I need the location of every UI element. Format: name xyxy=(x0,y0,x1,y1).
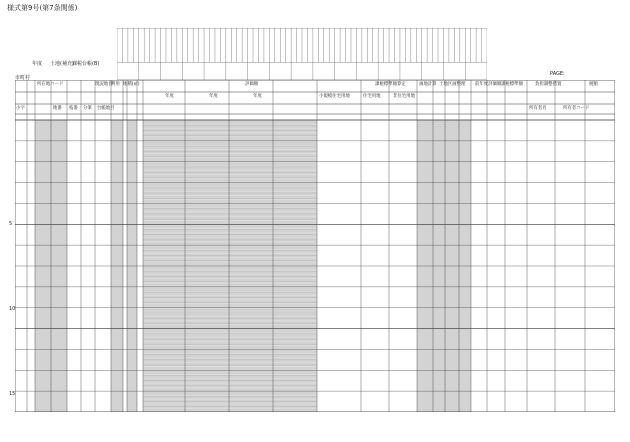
hatch-line xyxy=(143,208,317,209)
hatch-line xyxy=(143,320,317,321)
header-primary-2: 利用 xyxy=(111,82,120,87)
header-primary-1: 現況地目 xyxy=(95,82,113,87)
header-secondary-1: 住宅用地 xyxy=(363,94,381,99)
hatch-line xyxy=(143,253,317,254)
hatch-line xyxy=(143,174,317,175)
hatch-line xyxy=(143,199,317,200)
hatch-line xyxy=(143,345,317,346)
hatch-line xyxy=(143,374,317,375)
hatch-line xyxy=(143,241,317,242)
hatch-line xyxy=(143,387,317,388)
hatch-line xyxy=(143,187,317,188)
hatch-line xyxy=(143,291,317,292)
hatch-line xyxy=(143,333,317,334)
header-detail-5: 所有者名 xyxy=(529,106,547,111)
hatch-line xyxy=(143,408,317,409)
hatch-line xyxy=(143,128,317,129)
hatch-line xyxy=(143,153,317,154)
hatch-line xyxy=(143,258,317,259)
header-primary-4: 評価額 xyxy=(245,82,259,87)
header-detail-0: 小字 xyxy=(16,106,25,111)
hatch-line xyxy=(143,383,317,384)
hatch-line xyxy=(143,137,317,138)
hatch-line xyxy=(143,316,317,317)
hatch-line xyxy=(143,295,317,296)
row-marker-15: 15 xyxy=(9,391,16,397)
header-detail-4: 台帳地目 xyxy=(97,106,115,111)
hatch-line xyxy=(143,312,317,313)
hatch-line xyxy=(143,283,317,284)
hatch-line xyxy=(143,362,317,363)
header-secondary-0: 小規模住宅用地 xyxy=(319,94,350,99)
ledger-type-label: 課税台帳(B) xyxy=(72,61,100,67)
header-primary-8: 前年度評価額 xyxy=(475,82,502,87)
header-detail-2: 枝番 xyxy=(69,106,78,111)
municipality-label: 市町村 xyxy=(15,75,31,81)
hatch-line xyxy=(143,170,317,171)
hatch-line xyxy=(143,279,317,280)
hatch-line xyxy=(143,304,317,305)
header-secondary-4: 年度 xyxy=(209,94,218,99)
hatch-line xyxy=(143,220,317,221)
hatch-line xyxy=(143,404,317,405)
hatch-line xyxy=(143,212,317,213)
ledger-table xyxy=(15,80,615,412)
header-primary-7: 土地区画整理 xyxy=(439,82,466,87)
hatch-line xyxy=(143,379,317,380)
hatch-line xyxy=(143,274,317,275)
header-detail-6: 所有者コード xyxy=(563,106,590,111)
hatch-line xyxy=(143,158,317,159)
hatch-line xyxy=(143,337,317,338)
hatch-line xyxy=(143,399,317,400)
hatch-line xyxy=(143,262,317,263)
hatch-line xyxy=(143,228,317,229)
land-category-label: 土地(補充) xyxy=(50,61,74,67)
hatch-line xyxy=(143,249,317,250)
header-primary-11: 税額 xyxy=(589,82,598,87)
hatch-line xyxy=(143,270,317,271)
hatch-line xyxy=(143,166,317,167)
header-detail-1: 地番 xyxy=(53,106,62,111)
header-primary-5: 課税標準額算定 xyxy=(375,82,406,87)
hatch-line xyxy=(143,366,317,367)
header-primary-0: 所在地コード xyxy=(37,82,64,87)
hatch-line xyxy=(143,149,317,150)
hatch-line xyxy=(143,195,317,196)
form-title: 様式第9号(第7条関係) xyxy=(7,4,78,12)
hatch-line xyxy=(143,341,317,342)
header-secondary-5: 年度 xyxy=(253,94,262,99)
header-secondary-3: 年度 xyxy=(165,94,174,99)
hatch-line xyxy=(143,216,317,217)
header-primary-10: 負担調整措置 xyxy=(535,82,562,87)
hatch-line xyxy=(143,354,317,355)
header-secondary-2: 非住宅用地 xyxy=(393,94,415,99)
header-primary-9: 課税標準額 xyxy=(501,82,523,87)
header-primary-3: 地積(㎡) xyxy=(123,82,140,87)
hatch-line xyxy=(143,324,317,325)
row-marker-5: 5 xyxy=(9,221,13,227)
fiscal-year-label: 年度 xyxy=(32,61,43,67)
hatch-line xyxy=(143,191,317,192)
code-legend-grid xyxy=(117,28,487,80)
header-detail-3: 分筆 xyxy=(83,106,92,111)
header-primary-6: 画地計算 xyxy=(419,82,437,87)
hatch-line xyxy=(143,178,317,179)
hatch-line xyxy=(143,299,317,300)
hatch-line xyxy=(143,395,317,396)
hatch-line xyxy=(143,237,317,238)
hatch-line xyxy=(143,124,317,125)
hatch-line xyxy=(143,358,317,359)
hatch-line xyxy=(143,133,317,134)
hatch-line xyxy=(143,233,317,234)
hatch-line xyxy=(143,145,317,146)
page-number-label: PAGE: xyxy=(550,71,565,77)
row-marker-10: 10 xyxy=(9,306,16,312)
